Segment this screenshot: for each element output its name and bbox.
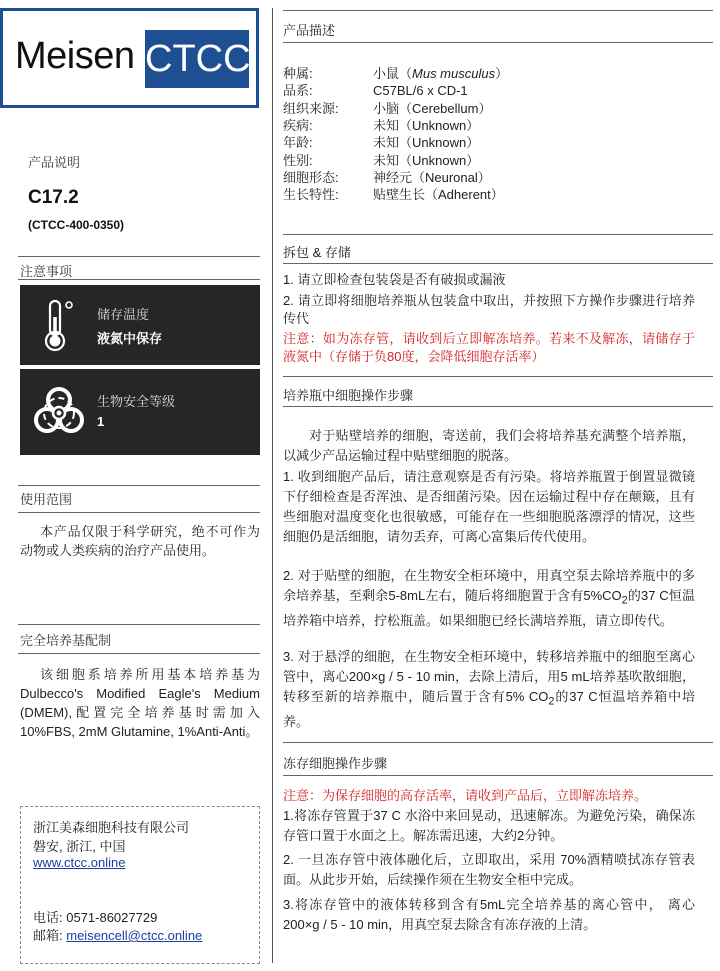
divider (18, 256, 260, 257)
spec-row (283, 186, 504, 203)
company-email-row (33, 925, 202, 944)
left-column (0, 0, 272, 971)
spec-value: 未知（Unknown） (373, 152, 480, 168)
storage-label: 储存温度 (97, 307, 150, 322)
description-title: 产品描述 (283, 23, 336, 38)
medium-text: 该细胞系培养所用基本培养基为Dulbecco's Modified Eagle's Medium (DMEM),配置完全培养基时需加入10%FBS, 2mM Glutamine, 1%Anti-Anti。 (20, 667, 260, 739)
thaw-warning: 注意：为保存细胞的高存活率，请收到产品后，立即解冻培养。 (283, 788, 648, 803)
spec-key: 品系: (283, 83, 313, 99)
company-address: 磐安, 浙江, 中国 (33, 839, 126, 854)
spec-key: 细胞形态: (283, 169, 339, 185)
company-phone: 电话: 0571-86027729 (33, 910, 158, 925)
spec-value-italic: Mus musculus (412, 66, 496, 81)
website-link[interactable]: www.ctcc.online (33, 855, 126, 870)
flask-step-1: 1. 收到细胞产品后，请注意观察是否有污染。将培养瓶置于倒置显微镜下仔细检查是否浑浊、是否细菌污染。因在运输过程中存在颠簸，且有些细胞对温度变化也很敏感，可能存在一些细胞脱落漂浮的情况，这些细胞仍是活细胞，请勿丢弃，可离心富集后传代使用。 (283, 469, 695, 544)
spec-key: 疾病: (283, 117, 313, 133)
spec-key: 组织来源: (283, 100, 339, 116)
spec-row (283, 117, 479, 134)
unpack-step-2: 2. 请立即将细胞培养瓶从包装盒中取出，并按照下方操作步骤进行培养传代 (283, 293, 695, 326)
unpack-warning: 注意：如为冻存管，请收到后立即解冻培养。若来不及解冻，请储存于液氮中（存储于负80度，会降低细胞存活率） (283, 331, 695, 364)
spec-value: 小脑（Cerebellum） (373, 100, 492, 116)
notice-title: 注意事项 (20, 264, 73, 279)
biosafety-value: 1 (97, 414, 105, 429)
medium-title: 完全培养基配制 (20, 633, 112, 648)
flask-title: 培养瓶中细胞操作步骤 (283, 388, 414, 403)
column-divider (272, 8, 273, 963)
flask-intro: 对于贴壁培养的细胞，寄送前，我们会将培养基充满整个培养瓶，以减少产品运输过程中贴壁细胞的脱落。 (283, 428, 695, 463)
logo-text-ctcc: CTCC (145, 30, 249, 88)
divider (283, 234, 713, 235)
spec-value: C57BL/6 x CD-1 (373, 83, 468, 99)
logo-text-meisen: Meisen (15, 35, 135, 77)
flask-step-3 (283, 647, 695, 732)
scope-text: 本产品仅限于科学研究，绝不可作为动物或人类疾病的治疗产品使用。 (20, 524, 260, 558)
divider (283, 10, 713, 11)
spec-value: 神经元（Neuronal） (373, 169, 491, 185)
divider (18, 512, 260, 513)
biosafety-label: 生物安全等级 (97, 394, 176, 409)
spec-value-end: ） (495, 66, 509, 81)
storage-box (20, 285, 260, 365)
spec-row (283, 65, 508, 82)
divider (18, 279, 260, 280)
unpack-title: 拆包 & 存储 (283, 245, 351, 260)
spec-row (283, 82, 468, 99)
spec-row (283, 100, 491, 117)
flask-step-3-text-end: 的37 C恒温培养箱中培养。 (283, 689, 695, 729)
subscript-2: 2 (621, 594, 628, 607)
divider (283, 376, 713, 377)
email-label: 邮箱: (33, 928, 63, 943)
divider (283, 42, 713, 43)
spec-value: 未知（Unknown） (373, 117, 480, 133)
product-sub-code: (CTCC-400-0350) (28, 218, 125, 232)
spec-row (283, 152, 479, 169)
thaw-title: 冻存细胞操作步骤 (283, 756, 388, 771)
thaw-step-2: 2. 一旦冻存管中液体融化后，立即取出，采用 70%酒精喷拭冻存管表面。从此步开始，后续操作须在生物安全柜中完成。 (283, 852, 695, 887)
divider (283, 742, 713, 743)
thaw-step-1: 1.将冻存管置于37 C 水浴中来回晃动，迅速解冻。为避免污染，确保冻存管口置于水面之上。解冻需迅速，大约2分钟。 (283, 808, 695, 843)
company-name: 浙江美森细胞科技有限公司 (33, 820, 190, 835)
biohazard-icon (30, 382, 88, 442)
divider (283, 775, 713, 776)
divider (18, 485, 260, 486)
spec-value: 未知（Unknown） (373, 135, 480, 151)
flask-step-2-text: 2. 对于贴壁的细胞，在生物安全柜环境中，用真空泵去除培养瓶中的多余培养基，至剩余5-8mL左右，随后将细胞置于含有5%CO (283, 568, 695, 603)
divider (18, 624, 260, 625)
spec-key: 性别: (283, 152, 313, 168)
divider (283, 263, 713, 264)
flask-step-2-text-end: 的37 C恒温 培养箱中培养，拧松瓶盖。如果细胞已经长满培养瓶，请立即传代。 (283, 588, 696, 628)
spec-row (283, 134, 479, 151)
divider (283, 406, 713, 407)
spec-row (283, 169, 491, 186)
unpack-step-1: 1. 请立即检查包装袋是否有破损或漏液 (283, 272, 506, 287)
product-label: 产品说明 (28, 155, 81, 170)
storage-value: 液氮中保存 (97, 331, 163, 346)
subscript-2: 2 (548, 695, 555, 708)
company-logo (0, 8, 259, 108)
spec-key: 年龄: (283, 135, 313, 151)
spec-key: 生长特性: (283, 187, 339, 203)
biosafety-box (20, 369, 260, 455)
email-link[interactable]: meisencell@ctcc.online (66, 928, 203, 943)
divider (18, 653, 260, 654)
thaw-step-3: 3.将冻存管中的液体转移到含有5mL完全培养基的离心管中， 离心200×g / 5 - 10 min，用真空泵去除含有冻存液的上清。 (283, 897, 695, 932)
scope-title: 使用范围 (20, 492, 73, 507)
flask-step-2 (283, 566, 695, 631)
product-code: C17.2 (28, 187, 79, 208)
spec-value: 贴壁生长（Adherent） (373, 187, 504, 203)
spec-value: 小鼠（ (373, 66, 413, 81)
company-box (20, 806, 260, 964)
spec-key: 种属: (283, 66, 313, 81)
flask-step-3-text: 3. 对于悬浮的细胞，在生物安全柜环境中，转移培养瓶中的细胞至离心管中，离心200×g / 5 - 10 min，去除上清后，用5 mL培养基吹散细胞，转移至新的培养瓶中，随后置于含有5% CO (283, 649, 695, 704)
thermometer-icon (30, 297, 82, 355)
